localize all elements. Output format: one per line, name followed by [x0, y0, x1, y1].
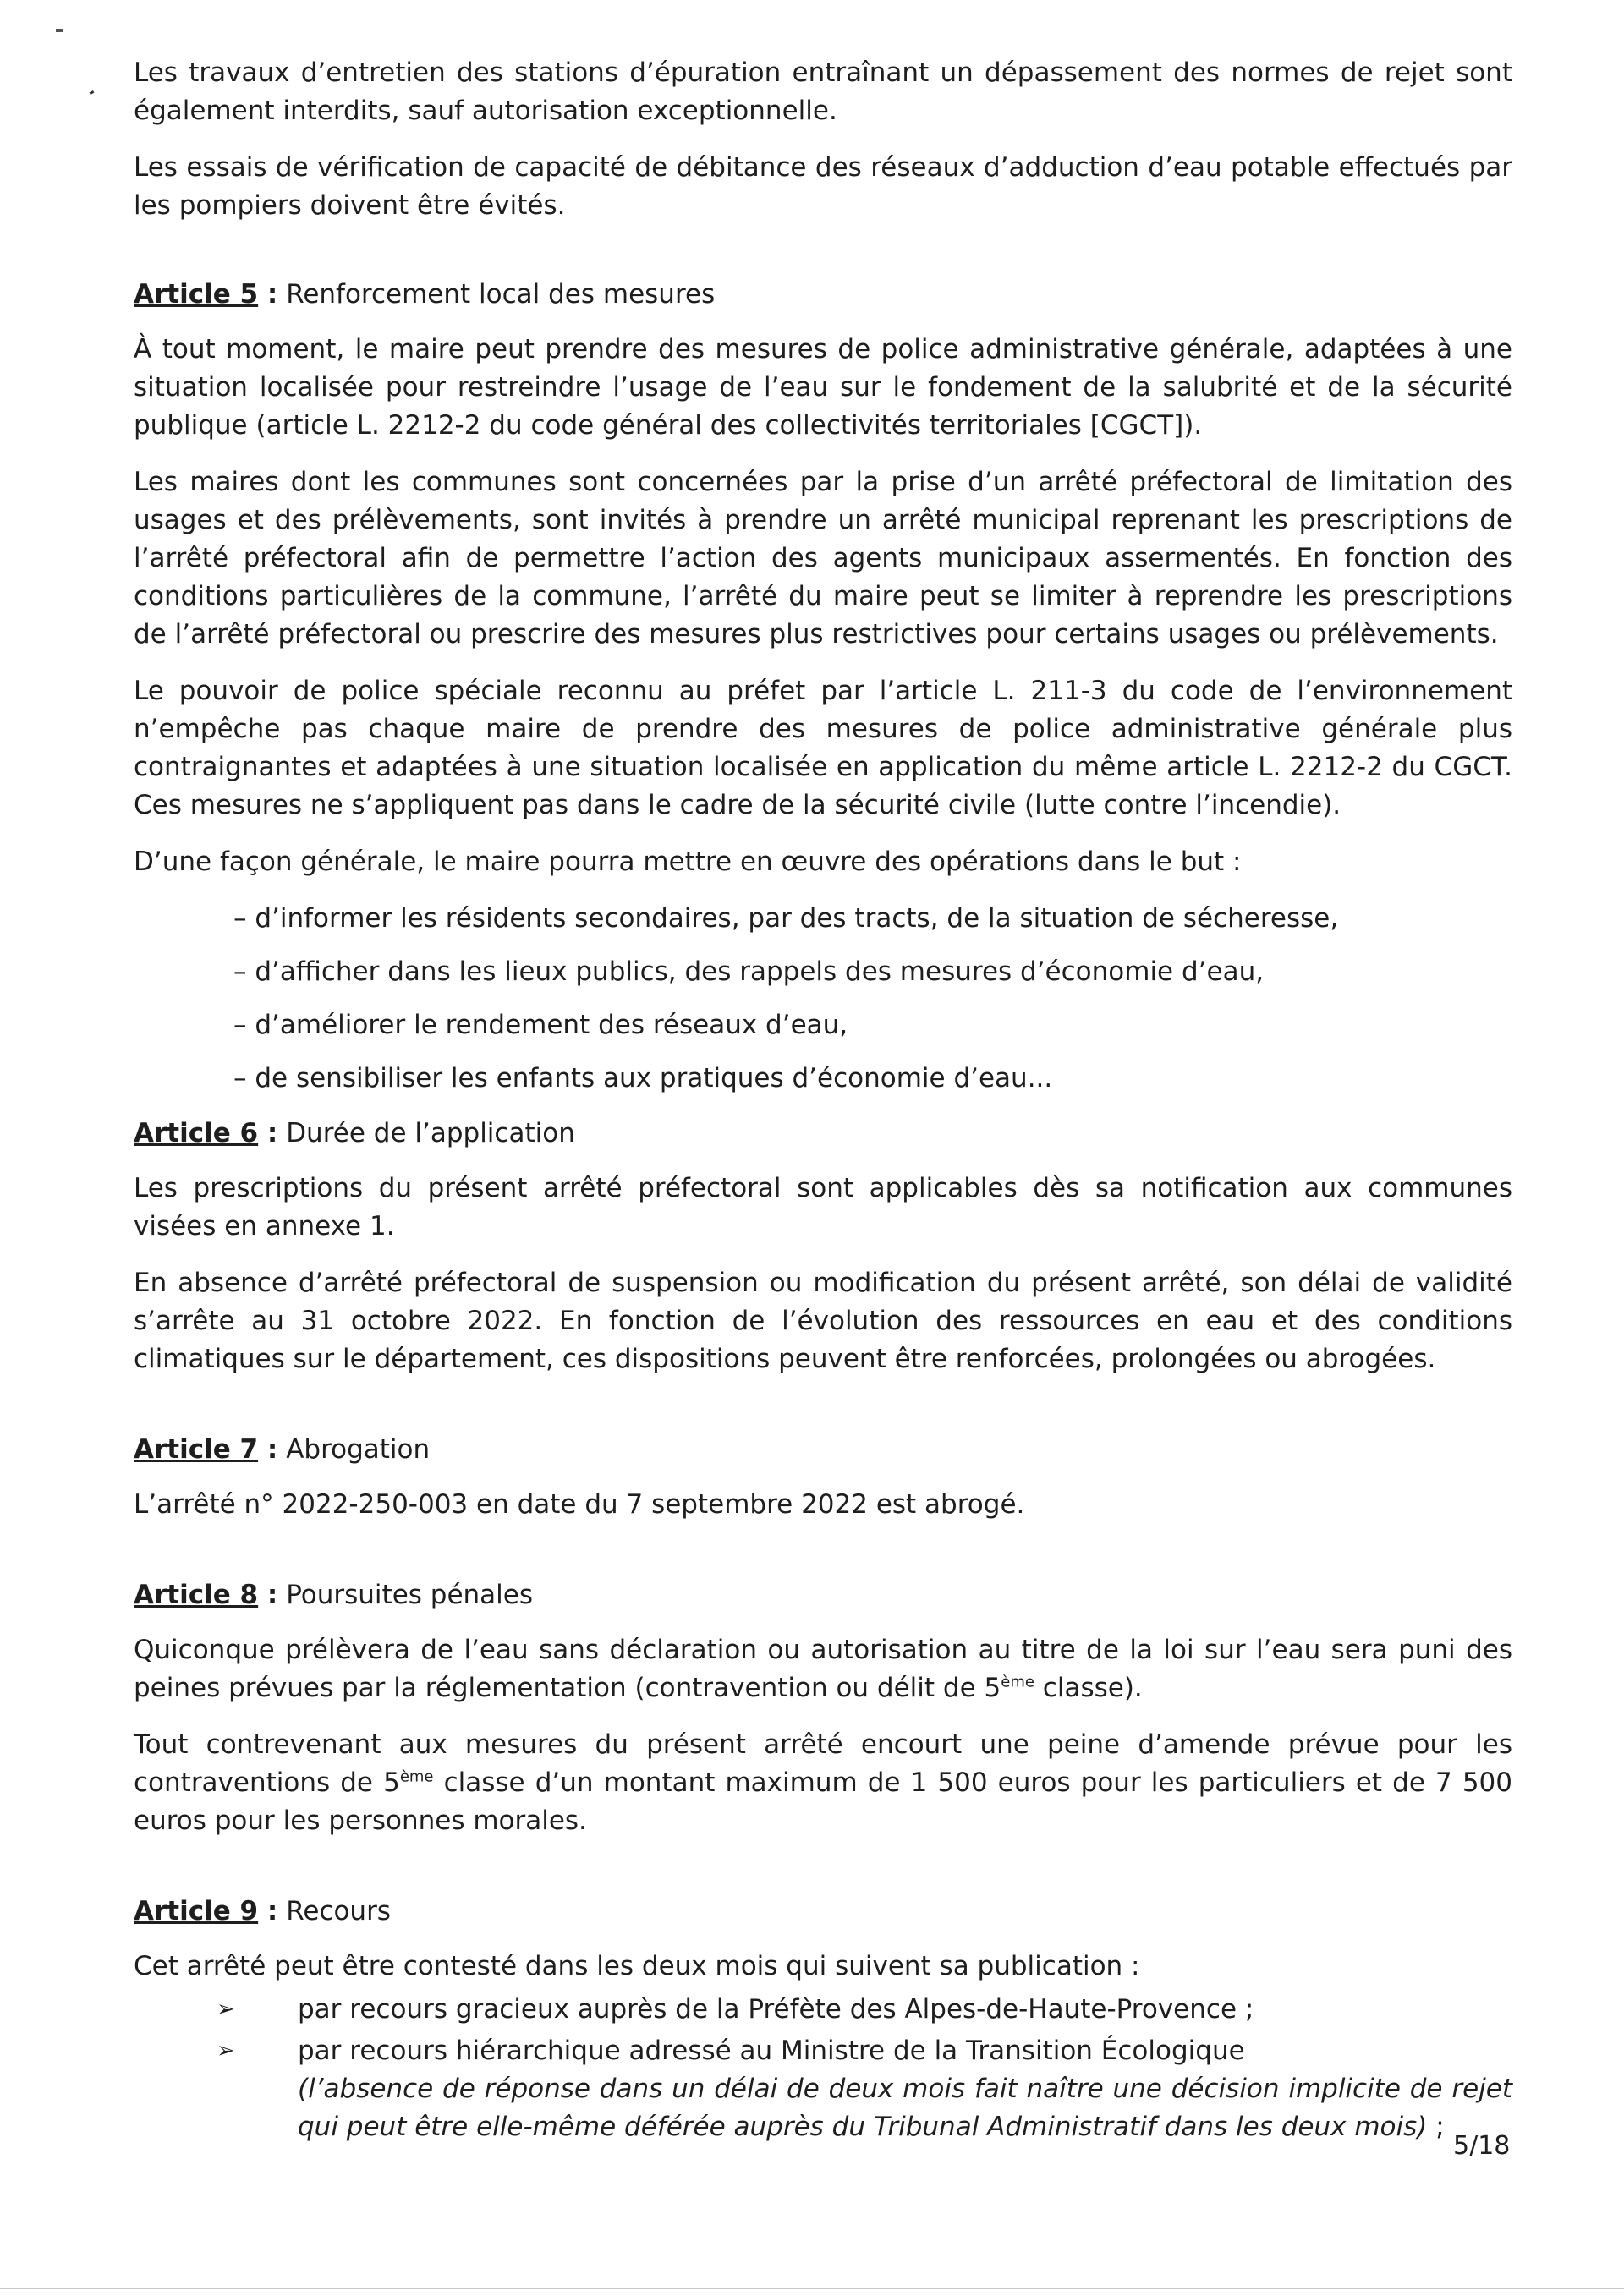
article-paragraph	[134, 1726, 1512, 1840]
article-paragraph: D’une façon générale, le maire pourra mettre en œuvre des opérations dans le but :	[134, 847, 1242, 877]
article-6	[134, 1115, 1512, 1378]
article-paragraph: En absence d’arrêté préfectoral de suspension ou modification du présent arrêté, son délai de validité s’arrête au 31 octobre 2022. En fonction de l’évolution des ressources en eau et des conditions climatiques sur le département, ces dispositions peuvent être renforcées, prolongées ou abrogées.	[134, 1268, 1512, 1374]
article-colon: :	[258, 1580, 278, 1610]
article-heading	[134, 1431, 1512, 1469]
list-item	[217, 2032, 1512, 2146]
list-item: – d’améliorer le rendement des réseaux d’eau,	[233, 1010, 848, 1040]
article-paragraph: L’arrêté n° 2022-250-003 en date du 7 septembre 2022 est abrogé.	[134, 1489, 1025, 1520]
article-paragraph: Cet arrêté peut être contesté dans les deux mois qui suivent sa publication :	[134, 1951, 1140, 1981]
note-text	[298, 2070, 1512, 2146]
article-paragraph	[134, 1631, 1512, 1707]
scan-mark	[56, 29, 63, 32]
list-item: – d’afficher dans les lieux publics, des rappels des mesures d’économie d’eau,	[233, 956, 1265, 987]
intro-paragraph: Les essais de vérification de capacité de débitance des réseaux d’adduction d’eau potable effectués par les pompiers doivent être évités.	[134, 152, 1512, 221]
article-title: Renforcement local des mesures	[286, 279, 716, 310]
article-label: Article 9	[134, 1896, 259, 1926]
ordinal-superscript: ème	[399, 1767, 434, 1786]
article-paragraph: Le pouvoir de police spéciale reconnu au préfet par l’article L. 211-3 du code de l’environnement n’empêche pas chaque maire de prendre des mesures de police administrative générale plus contraignantes et adaptées à une situation localisée en application du même article L. 2212-2 du CGCT. Ces mesures ne s’appliquent pas dans le cadre de la sécurité civile (lutte contre l’incendie).	[134, 676, 1512, 820]
list-item: – d’informer les résidents secondaires, par des tracts, de la situation de sécheresse,	[233, 903, 1339, 934]
article-colon: :	[258, 1896, 278, 1926]
text-run: Tout contrevenant aux mesures du présent arrêté encourt une peine d’amende prévue pour les contraventions de 5	[134, 1729, 1512, 1798]
bullet-mark	[90, 90, 95, 95]
article-label: Article 5	[134, 279, 259, 310]
article-colon: :	[258, 1434, 278, 1465]
arrow-bullet-icon: ➢	[217, 1997, 235, 2022]
text-run: Quiconque prélèvera de l’eau sans déclaration ou autorisation au titre de la loi sur l’eau sera puni des peines prévues par la réglementation (contravention ou délit de 5	[134, 1635, 1512, 1703]
list-item: – de sensibiliser les enfants aux pratiques d’économie d’eau...	[233, 1063, 1053, 1093]
ordinal-superscript: ème	[1001, 1673, 1034, 1691]
article-heading	[134, 276, 1512, 314]
article-5	[134, 276, 1512, 1098]
article-heading	[134, 1893, 1512, 1931]
list-item	[217, 1991, 1512, 2029]
document-body	[134, 54, 1512, 2150]
text-run: classe d’un montant maximum de 1 500 euros pour les particuliers et de 7 500 euros pour les personnes morales.	[134, 1767, 1512, 1836]
article-title: Abrogation	[286, 1434, 431, 1465]
article-7	[134, 1431, 1512, 1524]
article-paragraph: Les prescriptions du présent arrêté préfectoral sont applicables dès sa notification aux communes visées en annexe 1.	[134, 1173, 1512, 1241]
list-item-text: par recours gracieux auprès de la Préfète des Alpes-de-Haute-Provence ;	[298, 1994, 1254, 2025]
note-tail: ;	[1427, 2112, 1445, 2142]
text-run: classe).	[1034, 1673, 1143, 1703]
page-number: 5/18	[1453, 2131, 1511, 2161]
bottom-divider	[0, 2288, 1624, 2289]
article-colon: :	[258, 1118, 278, 1148]
article-9	[134, 1893, 1512, 2146]
article-heading	[134, 1115, 1512, 1153]
article-paragraph: À tout moment, le maire peut prendre des mesures de police administrative générale, adaptées à une situation localisée pour restreindre l’usage de l’eau sur le fondement de la salubrité et de la sécurité publique (article L. 2212-2 du code général des collectivités territoriales [CGCT]).	[134, 334, 1512, 441]
arrow-bullet-icon: ➢	[217, 2038, 235, 2063]
note-italic: (l’absence de réponse dans un délai de deux mois fait naître une décision implicite de rejet qui peut être elle-même déférée auprès du Tribunal Administratif dans les deux mois)	[298, 2074, 1512, 2142]
list-item-text: par recours hiérarchique adressé au Ministre de la Transition Écologique	[298, 2036, 1245, 2066]
intro-paragraph: Les travaux d’entretien des stations d’épuration entraînant un dépassement des normes de rejet sont également interdits, sauf autorisation exceptionnelle.	[134, 58, 1512, 126]
article-paragraph: Les maires dont les communes sont concernées par la prise d’un arrêté préfectoral de limitation des usages et des prélèvements, sont invités à prendre un arrêté municipal reprenant les prescriptions de l’arrêté préfectoral afin de permettre l’action des agents municipaux assermentés. En fonction des conditions particulières de la commune, l’arrêté du maire peut se limiter à reprendre les prescriptions de l’arrêté préfectoral ou prescrire des mesures plus restrictives pour certains usages ou prélèvements.	[134, 467, 1512, 649]
article-title: Poursuites pénales	[286, 1580, 534, 1610]
action-list	[134, 900, 1512, 1098]
article-heading	[134, 1576, 1512, 1614]
article-title: Recours	[286, 1896, 391, 1926]
article-label: Article 6	[134, 1118, 259, 1148]
article-label: Article 7	[134, 1434, 259, 1465]
article-title: Durée de l’application	[286, 1118, 575, 1148]
article-8	[134, 1576, 1512, 1840]
recourse-list	[134, 1991, 1512, 2146]
article-label: Article 8	[134, 1580, 259, 1610]
article-colon: :	[258, 279, 278, 310]
